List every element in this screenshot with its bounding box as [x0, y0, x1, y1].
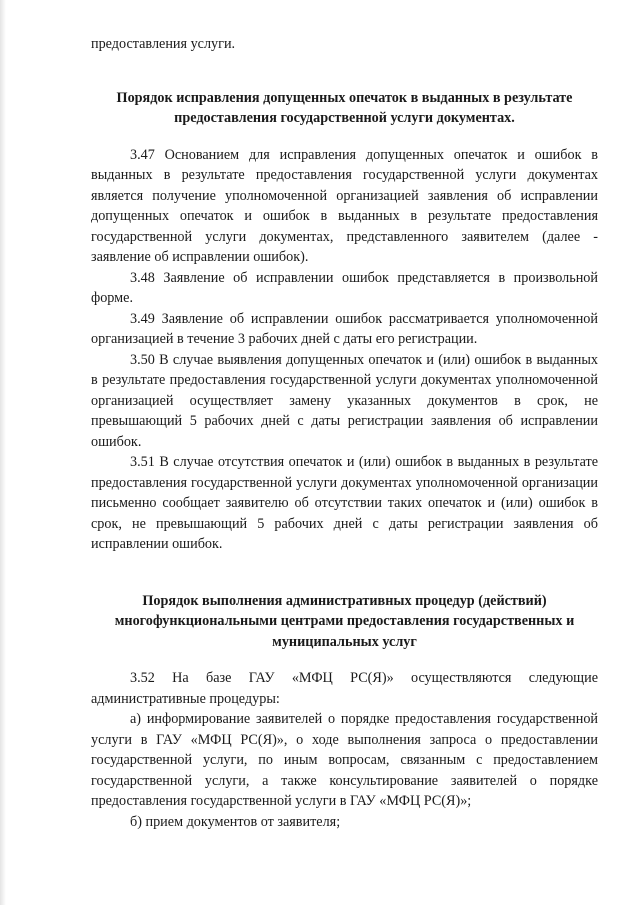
- paragraph-3-48: 3.48 Заявление об исправлении ошибок представляется в произвольной форме.: [91, 269, 598, 306]
- paragraph-3-52: 3.52 На базе ГАУ «МФЦ РС(Я)» осуществляются следующие административные процедуры:: [91, 670, 598, 707]
- paragraph-3-49: 3.49 Заявление об исправлении ошибок рассматривается уполномоченной организацией в течение 3 рабочих дней с даты его регистрации.: [91, 310, 598, 347]
- paragraph-3-51: 3.51 В случае отсутствия опечаток и (или) ошибок в выданных в результате предоставления государственной услуги документах уполномоченной организации письменно сообщает заявителю об отсутствии таких опечаток и (или) ошибок в срок, не превышающий 5 рабочих дней с даты регистрации заявления об исправлении ошибок.: [91, 454, 598, 552]
- list-item-a: а) информирование заявителей о порядке предоставления государственной услуги в ГАУ «МФЦ РС(Я)», о ходе выполнения запроса о предоставлении государственной услуги, по иным вопросам, связанным с предоставлением государственной услуги, а также консультирование заявителей о порядке предоставления государственной услуги в ГАУ «МФЦ РС(Я)»;: [91, 711, 598, 809]
- section-typos-body: [91, 145, 598, 555]
- section-mfc-body: [91, 668, 598, 832]
- paragraph-3-50: 3.50 В случае выявления допущенных опечаток и (или) ошибок в выданных в результате предоставления государственной услуги документах уполномоченной организацией осуществляет замену указанных документов в срок, не превышающий 5 рабочих дней с даты регистрации заявления об исправлении ошибок.: [91, 351, 598, 450]
- section-heading-mfc: Порядок выполнения административных процедур (действий) многофункциональными центрами предоставления государственных и муниципальных услуг: [114, 592, 575, 650]
- list-item-b: б) прием документов от заявителя;: [130, 813, 341, 830]
- document-body: [91, 34, 598, 832]
- scan-edge: [0, 0, 6, 905]
- continuation-text: предоставления услуги.: [91, 36, 236, 52]
- paragraph-3-47: 3.47 Основанием для исправления допущенных опечаток и ошибок в выданных в результате предоставления государственной услуги документах является получение уполномоченной организацией заявления об исправлении допущенных опечаток и ошибок в выданных в результате предоставления государственной услуги документах, представленного заявителем (далее - заявление об исправлении ошибок).: [91, 146, 598, 265]
- section-heading-typos: Порядок исправления допущенных опечаток в выданных в результате предоставления государственной услуги документах.: [116, 89, 573, 126]
